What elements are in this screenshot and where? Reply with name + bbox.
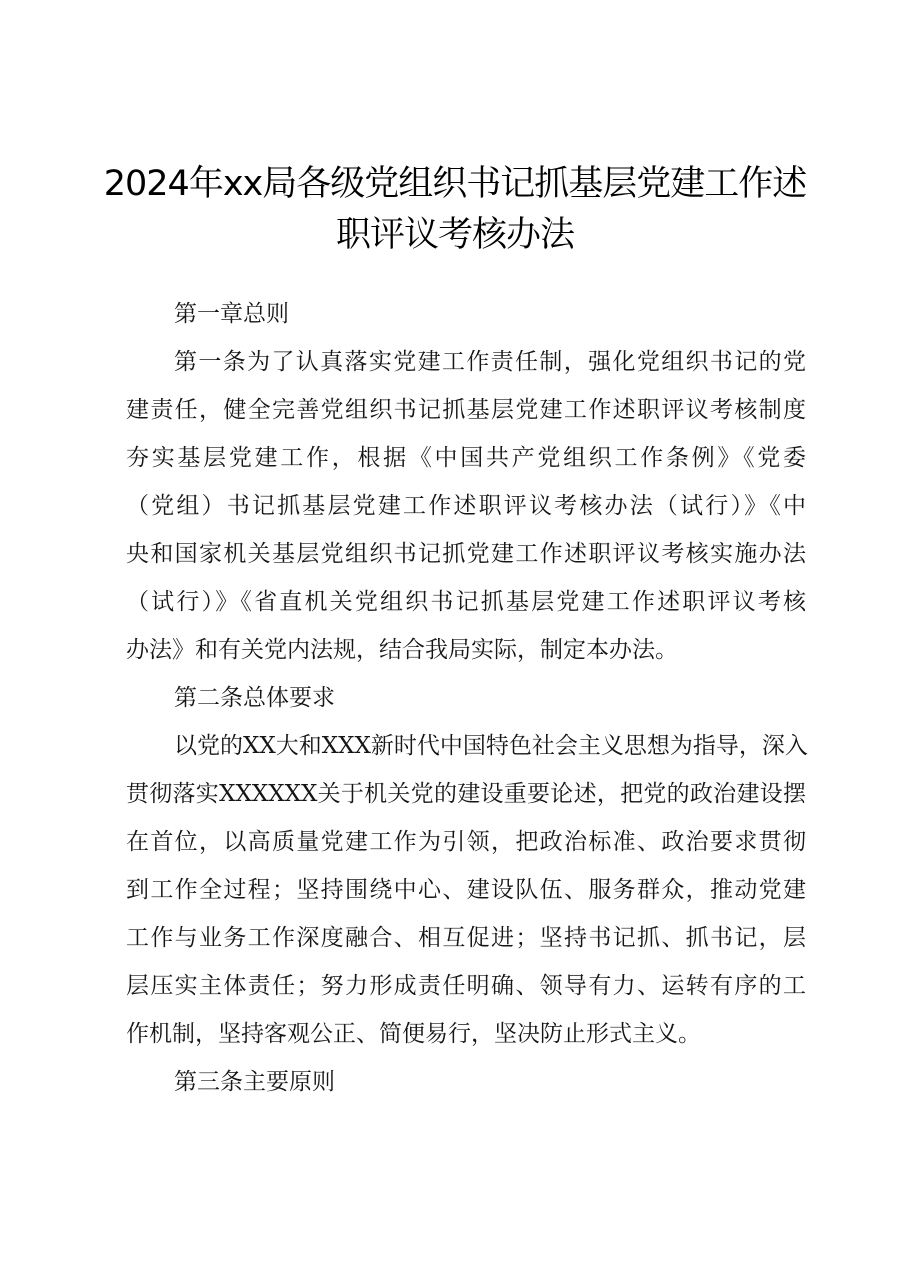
document-title-line-2: 职评议考核办法 [335,215,574,255]
chapter-heading: 第一章总则 [174,301,289,327]
paragraph-line: 贯彻落实XXXXXX关于机关党的建设重要论述，把党的政治建设摆 [126,781,806,807]
article-heading: 第二条总体要求 [174,685,335,711]
paragraph-line: 工作与业务工作深度融合、相互促进；坚持书记抓、抓书记，层 [126,925,806,951]
article-heading: 第三条主要原则 [174,1069,335,1095]
paragraph-line: 以党的XX大和XXX新时代中国特色社会主义思想为指导，深入 [174,733,808,759]
paragraph-line: 作机制，坚持客观公正、简便易行，坚决防止形式主义。 [126,1021,701,1047]
paragraph-line: （党组）书记抓基层党建工作述职评议考核办法（试行）》《中 [126,493,806,519]
paragraph-line: 层压实主体责任；努力形成责任明确、领导有力、运转有序的工 [126,973,806,999]
document-title-line-1: 2024年xx局各级党组织书记抓基层党建工作述 [103,164,807,204]
paragraph-line: 第一条为了认真落实党建工作责任制，强化党组织书记的党 [174,349,806,375]
paragraph-line: 办法》和有关党内法规，结合我局实际，制定本办法。 [126,637,678,663]
paragraph-line: 在首位，以高质量党建工作为引领，把政治标准、政治要求贯彻 [126,829,806,855]
paragraph-line: 建责任，健全完善党组织书记抓基层党建工作述职评议考核制度 [126,397,806,423]
paragraph-line: （试行）》《省直机关党组织书记抓基层党建工作述职评议考核 [126,589,806,615]
paragraph-line: 央和国家机关基层党组织书记抓党建工作述职评议考核实施办法 [126,541,806,567]
paragraph-line: 到工作全过程；坚持围绕中心、建设队伍、服务群众，推动党建 [126,877,806,903]
paragraph-line: 夯实基层党建工作，根据《中国共产党组织工作条例》《党委 [126,445,806,471]
